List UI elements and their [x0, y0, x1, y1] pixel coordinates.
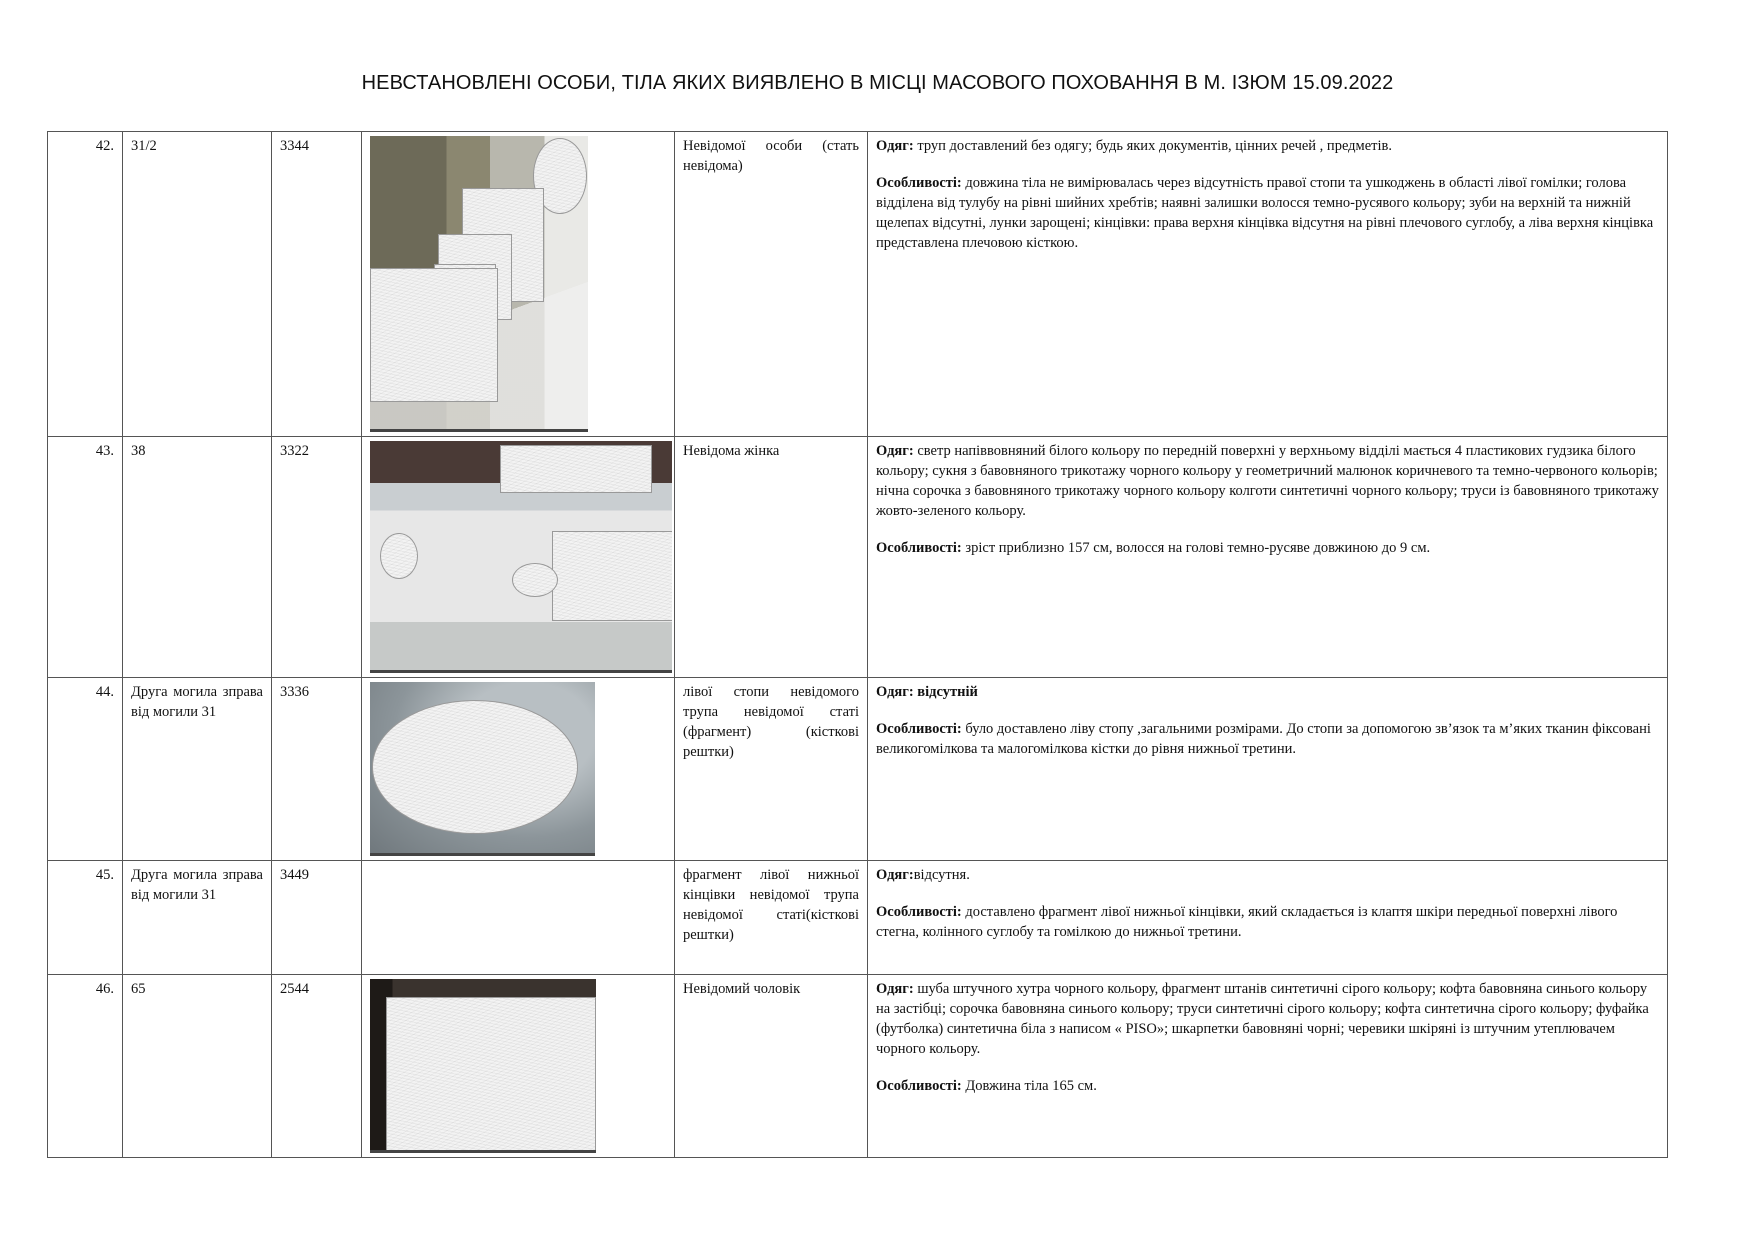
case-number: 2544: [272, 975, 362, 1158]
redaction-mask: [552, 531, 672, 621]
photo-border: [370, 429, 588, 432]
clothing-text: труп доставлений без одягу; будь яких документів, цінних речей , предметів.: [913, 138, 1393, 154]
case-number: 3449: [272, 861, 362, 975]
clothing-label: Одяг:: [876, 981, 914, 997]
table-row: [48, 975, 1668, 1158]
record-details: [868, 678, 1668, 861]
features-text: довжина тіла не вимірювалась через відсутність правої стопи та ушкоджень в області лівої гомілки; голова відділена від тулубу на рівні шийних хребтів; наявні залишки волосся темно-русявого кольору; зуби на верхній та нижній щелепах відсутні, лунки зарощені; кінцівки: права верхня кінцівка відсутня на рівні плечового суглобу, а ліва верхня кінцівка представлена плечовою кісткою.: [876, 175, 1654, 251]
clothing-text: шуба штучного хутра чорного кольору, фрагмент штанів синтетичні сірого кольору; кофта бавовняна синього кольору на застібці; сорочка бавовняна синього кольору; труси синтетичні сірого кольору; кофта синтетична сірого кольору; фуфайка (футболка) синтетична біла з написом « PISO»; шкарпетки бавовняні чорні; черевики шкіряні із штучним утеплювачем чорного кольору.: [876, 981, 1649, 1057]
photo-border: [370, 853, 595, 856]
photo-cell: [362, 861, 675, 975]
redacted-photo: [370, 441, 672, 673]
record-number: 43.: [48, 437, 123, 678]
features-label: Особливості:: [876, 1078, 962, 1094]
photo-cell: [362, 437, 675, 678]
record-details: [868, 861, 1668, 975]
records-table: [47, 131, 1668, 1158]
record-number: 45.: [48, 861, 123, 975]
record-details: [868, 437, 1668, 678]
person-description: Невідомої особи (стать невідома): [675, 132, 868, 437]
features-text: зріст приблизно 157 см, волосся на голові темно-русяве довжиною до 9 см.: [961, 540, 1431, 556]
redaction-mask: [500, 445, 652, 493]
table-row: [48, 437, 1668, 678]
clothing-label: Одяг: відсутній: [876, 684, 978, 700]
person-description: Невідомий чоловік: [675, 975, 868, 1158]
person-description: лівої стопи невідомого трупа невідомої статі (фрагмент) (кісткові рештки): [675, 678, 868, 861]
table-row: [48, 678, 1668, 861]
clothing-label: Одяг:: [876, 443, 914, 459]
case-number: 3344: [272, 132, 362, 437]
redacted-photo: [370, 136, 588, 432]
features-label: Особливості:: [876, 540, 962, 556]
record-number: 46.: [48, 975, 123, 1158]
photo-border: [370, 670, 672, 673]
case-number: 3322: [272, 437, 362, 678]
features-text: Довжина тіла 165 см.: [961, 1078, 1097, 1094]
person-description: фрагмент лівої нижньої кінцівки невідомої трупа невідомої статі(кісткові рештки): [675, 861, 868, 975]
grave-number: Друга могила зправа від могили 31: [123, 861, 272, 975]
photo-cell: [362, 678, 675, 861]
clothing-label: Одяг:: [876, 138, 914, 154]
redaction-mask: [380, 533, 418, 579]
grave-number: 38: [123, 437, 272, 678]
redaction-mask: [386, 997, 596, 1153]
photo-cell: [362, 975, 675, 1158]
record-number: 44.: [48, 678, 123, 861]
redacted-photo: [370, 979, 596, 1153]
record-details: [868, 975, 1668, 1158]
record-number: 42.: [48, 132, 123, 437]
clothing-label: Одяг:: [876, 867, 914, 883]
features-text: було доставлено ліву стопу ,загальними розмірами. До стопи за допомогою зв’язок та м’яких тканин фіксовані великогомілкова та малогомілкова кістки до рівня нижньої третини.: [876, 721, 1651, 757]
case-number: 3336: [272, 678, 362, 861]
grave-number: Друга могила зправа від могили 31: [123, 678, 272, 861]
table-row: [48, 861, 1668, 975]
clothing-text: відсутня.: [913, 867, 970, 883]
photo-cell: [362, 132, 675, 437]
grave-number: 31/2: [123, 132, 272, 437]
record-details: [868, 132, 1668, 437]
photo-border: [370, 1150, 596, 1153]
table-row: [48, 132, 1668, 437]
features-label: Особливості:: [876, 721, 962, 737]
clothing-text: светр напіввовняний білого кольору по передній поверхні у верхньому відділі мається 4 пластикових гудзика білого кольору; сукня з бавовняного трикотажу чорного кольору у геометричний малюнок коричневого та темно-червоного кольорів; нічна сорочка з бавовняного трикотажу чорного кольору колготи синтетичні чорного кольору; труси із бавовняного трикотажу жовто-зеленого кольору.: [876, 443, 1659, 519]
redaction-mask: [370, 268, 498, 402]
features-text: доставлено фрагмент лівої нижньої кінцівки, який складається із клаптя шкіри передньої поверхні лівого стегна, колінного суглобу та гомілкою до нижньої третини.: [876, 904, 1618, 940]
person-description: Невідома жінка: [675, 437, 868, 678]
redaction-mask: [512, 563, 558, 597]
grave-number: 65: [123, 975, 272, 1158]
redacted-photo: [370, 682, 595, 856]
document-title: НЕВСТАНОВЛЕНІ ОСОБИ, ТІЛА ЯКИХ ВИЯВЛЕНО В МІСЦІ МАСОВОГО ПОХОВАННЯ В М. ІЗЮМ 15.09.2022: [361, 72, 1394, 94]
redaction-mask: [372, 700, 578, 834]
features-label: Особливості:: [876, 904, 962, 920]
features-label: Особливості:: [876, 175, 962, 191]
